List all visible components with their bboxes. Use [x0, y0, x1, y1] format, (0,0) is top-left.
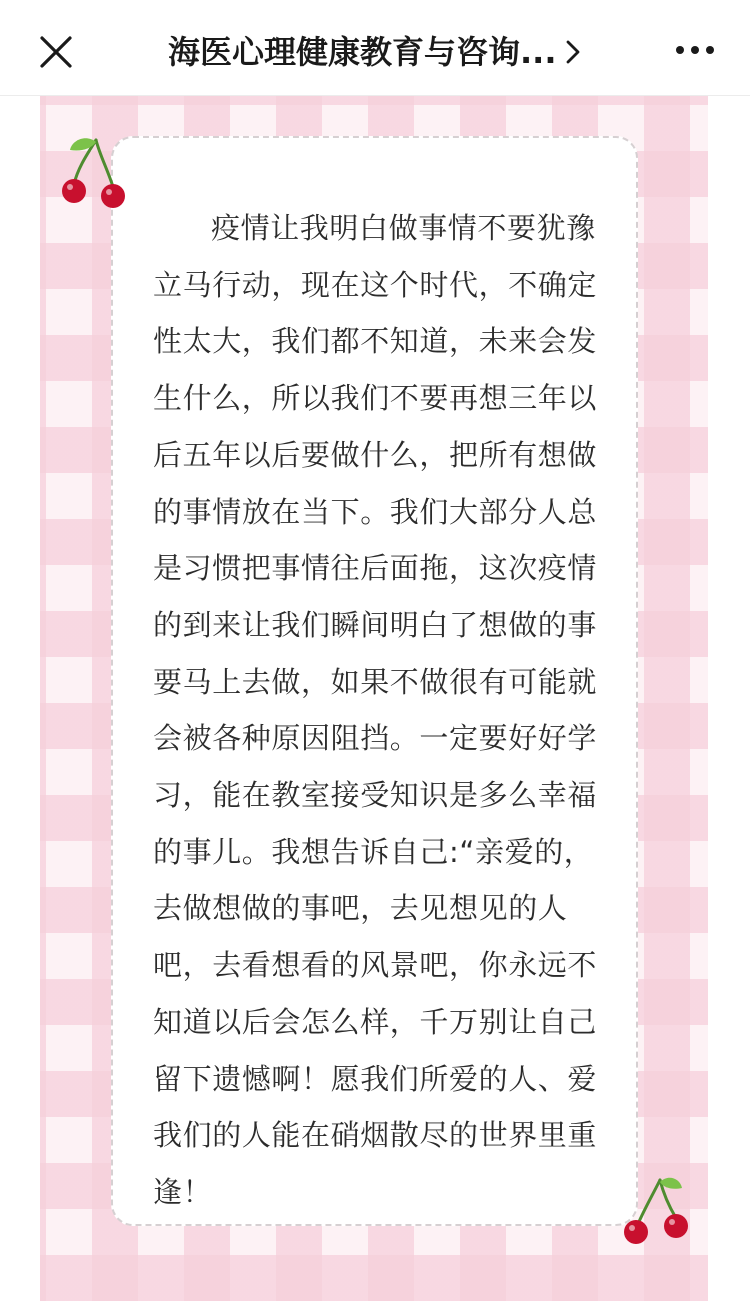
chevron-right-icon: [562, 38, 584, 66]
page-title: 海医心理健康教育与咨询...: [168, 33, 557, 71]
top-navigation-bar: [0, 0, 750, 96]
article-body-text: 疫情让我明白做事情不要犹豫立马行动，现在这个时代，不确定性太大，我们都不知道，未来会发生什么，所以我们不要再想三年以后五年以后要做什么，把所有想做的事情放在当下。我们大部分人总是习惯把事情往后面拖，这次疫情的到来让我们瞬间明白了想做的事要马上去做，如果不做很有可能就会被各种原因阻挡。一定要好好学习，能在教室接受知识是多么幸福的事儿。我想告诉自己:“亲爱的，去做想做的事吧，去见想见的人吧，去看想看的风景吧，你永远不知道以后会怎么样，千万别让自己留下遗憾啊！愿我们所爱的人、爱我们的人能在硝烟散尽的世界里重逢！: [153, 211, 598, 1209]
cherry-icon: [56, 134, 136, 214]
cherry-icon: [616, 1174, 696, 1254]
text-card: [111, 136, 638, 1226]
account-title-link[interactable]: [168, 24, 584, 80]
more-icon[interactable]: [674, 40, 716, 60]
close-icon[interactable]: [36, 32, 76, 72]
page-margin-left: [0, 96, 40, 1301]
article-content: [0, 96, 750, 1301]
page-margin-right: [708, 96, 750, 1301]
